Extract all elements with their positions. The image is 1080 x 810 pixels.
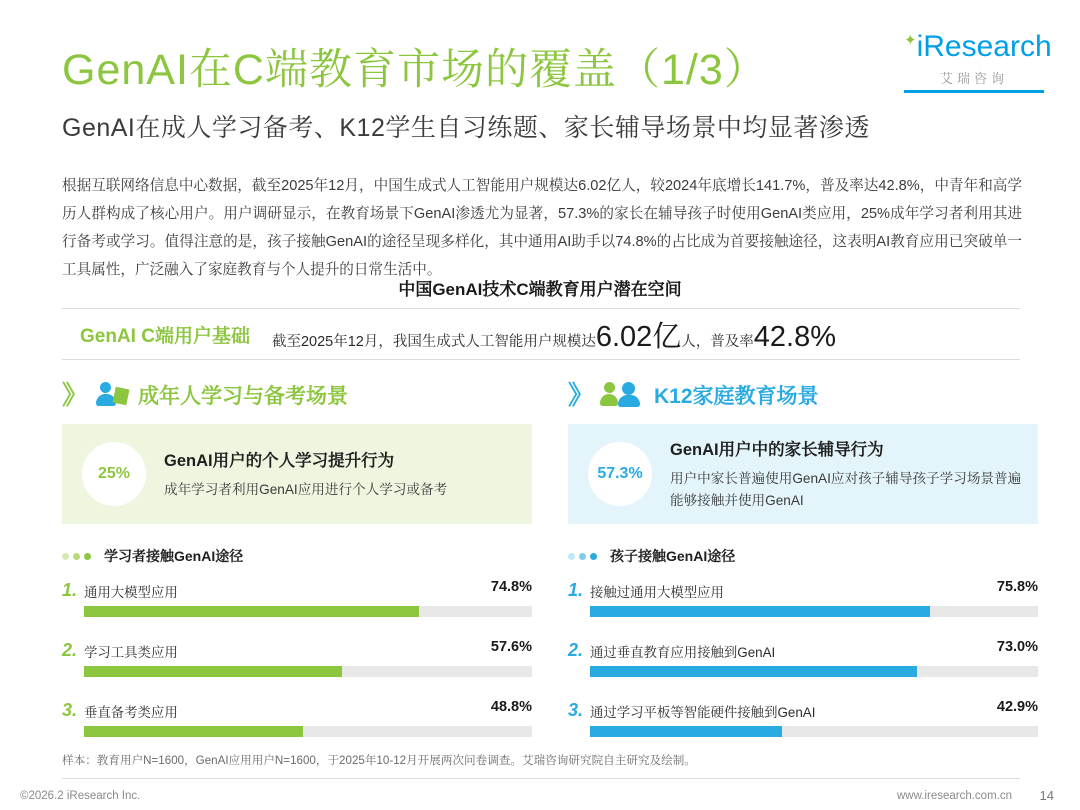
highlight-title: GenAI用户中的家长辅导行为 xyxy=(670,441,884,460)
page-title: GenAI在C端教育市场的覆盖（1/3） xyxy=(62,46,768,94)
highlight-value: 25% xyxy=(82,442,146,506)
userbase-big-2: 42.8% xyxy=(753,320,837,353)
person-reading-icon xyxy=(96,380,130,410)
page-subtitle: GenAI在成人学习备考、K12学生自习练题、家长辅导场景中均显著渗透 xyxy=(62,114,870,142)
bar-label: 学习工具类应用 xyxy=(84,645,178,660)
highlight-box xyxy=(568,424,1038,524)
bar-row xyxy=(568,698,1038,746)
column-heading: K12家庭教育场景 xyxy=(654,385,819,408)
bar-label: 通过垂直教育应用接触到GenAI xyxy=(590,645,776,660)
double-chevron-icon: 》 xyxy=(62,380,85,410)
userbase-strip xyxy=(62,308,1020,360)
highlight-desc: 用户中家长普遍使用GenAI应对孩子辅导孩子学习场景普遍能够接触并使用GenAI xyxy=(670,471,1022,508)
highlight-desc: 成年学习者利用GenAI应用进行个人学习或备考 xyxy=(164,482,448,498)
bar-label: 垂直备考类应用 xyxy=(84,705,178,720)
logo-chinese: 艾瑞咨询 xyxy=(939,71,1008,86)
bar-rank: 3. xyxy=(568,700,584,720)
bar-row xyxy=(62,578,532,626)
bars-heading-row xyxy=(568,546,1038,566)
bar-row xyxy=(568,638,1038,686)
bar-rank: 1. xyxy=(568,580,584,600)
bar-track xyxy=(84,666,532,677)
bars-heading: 孩子接触GenAI途径 xyxy=(610,548,736,564)
userbase-big-1: 6.02亿 xyxy=(595,320,682,353)
three-dots-icon xyxy=(62,553,95,560)
bar-track xyxy=(590,606,1038,617)
bar-track xyxy=(84,606,532,617)
bar-value: 75.8% xyxy=(996,579,1038,595)
bar-rank: 2. xyxy=(62,640,78,660)
sample-note: 样本：教育用户N=1600，GenAI应用用户N=1600，于2025年10-12月开展两次问卷调查。艾瑞咨询研究院自主研究及绘制。 xyxy=(62,754,696,767)
bar-rank: 1. xyxy=(62,580,78,600)
bar-rank: 2. xyxy=(568,640,584,660)
bar-row xyxy=(62,638,532,686)
bar-label: 通用大模型应用 xyxy=(84,585,178,600)
userbase-text xyxy=(272,314,836,355)
sparkle-icon: ✦ xyxy=(904,32,917,49)
highlight-text xyxy=(670,436,1024,512)
footer-page-number: 14 xyxy=(1039,788,1054,803)
bar-track xyxy=(590,726,1038,737)
column-header xyxy=(568,376,1038,414)
bars-heading: 学习者接触GenAI途径 xyxy=(104,548,244,564)
bar-track xyxy=(84,726,532,737)
highlight-box xyxy=(62,424,532,524)
footer-copyright: ©2026.2 iResearch Inc. xyxy=(20,790,141,802)
logo-letter-i: i xyxy=(916,30,924,63)
bar-value: 48.8% xyxy=(490,699,532,715)
bar-track xyxy=(590,666,1038,677)
bar-label: 接触过通用大模型应用 xyxy=(590,585,724,600)
highlight-value: 57.3% xyxy=(588,442,652,506)
column-heading: 成年人学习与备考场景 xyxy=(138,385,349,408)
logo-letters-research: Research xyxy=(923,30,1052,63)
bar-value: 73.0% xyxy=(996,639,1038,655)
parent-child-icon xyxy=(602,380,646,410)
section-title: 中国GenAI技术C端教育用户潜在空间 xyxy=(398,280,682,299)
userbase-text-1: 截至2025年12月，我国生成式人工智能用户规模达 xyxy=(271,333,596,350)
bar-rank: 3. xyxy=(62,700,78,720)
bar-value: 42.9% xyxy=(996,699,1038,715)
footer-divider xyxy=(62,778,1020,779)
bar-value: 57.6% xyxy=(490,639,532,655)
bar-row xyxy=(568,578,1038,626)
footer-website: www.iresearch.com.cn xyxy=(896,790,1012,802)
column-k12-family xyxy=(568,376,1038,746)
bar-label: 通过学习平板等智能硬件接触到GenAI xyxy=(590,705,816,720)
userbase-text-2: 人，普及率 xyxy=(681,333,754,350)
iresearch-logo xyxy=(904,30,1052,93)
column-header xyxy=(62,376,532,414)
double-chevron-icon: 》 xyxy=(568,380,591,410)
body-paragraph: 根据互联网络信息中心数据，截至2025年12月，中国生成式人工智能用户规模达6.02亿人，较2024年底增长141.7%，普及率达42.8%，中青年和高学历人群构成了核心用户。用户调研显示，在教育场景下GenAI渗透尤为显著，57.3%的家长在辅导孩子时使用GenAI类应用，25%成年学习者利用其进行备考或学习。值得注意的是，孩子接触GenAI的途径呈现多样化，其中通用AI助手以74.8%的占比成为首要接触途径，这表明AI教育应用已突破单一工具属性，广泛融入了家庭教育与个人提升的日常生活中。 xyxy=(62,178,1022,279)
bar-row xyxy=(62,698,532,746)
logo-wordmark xyxy=(904,30,1052,63)
logo-underline xyxy=(904,90,1044,93)
highlight-text xyxy=(164,447,447,501)
bar-value: 74.8% xyxy=(490,579,532,595)
column-adult-learning xyxy=(62,376,532,746)
three-dots-icon xyxy=(568,553,601,560)
userbase-label: GenAI C端用户基础 xyxy=(80,325,250,347)
highlight-title: GenAI用户的个人学习提升行为 xyxy=(164,452,395,471)
bars-heading-row xyxy=(62,546,532,566)
